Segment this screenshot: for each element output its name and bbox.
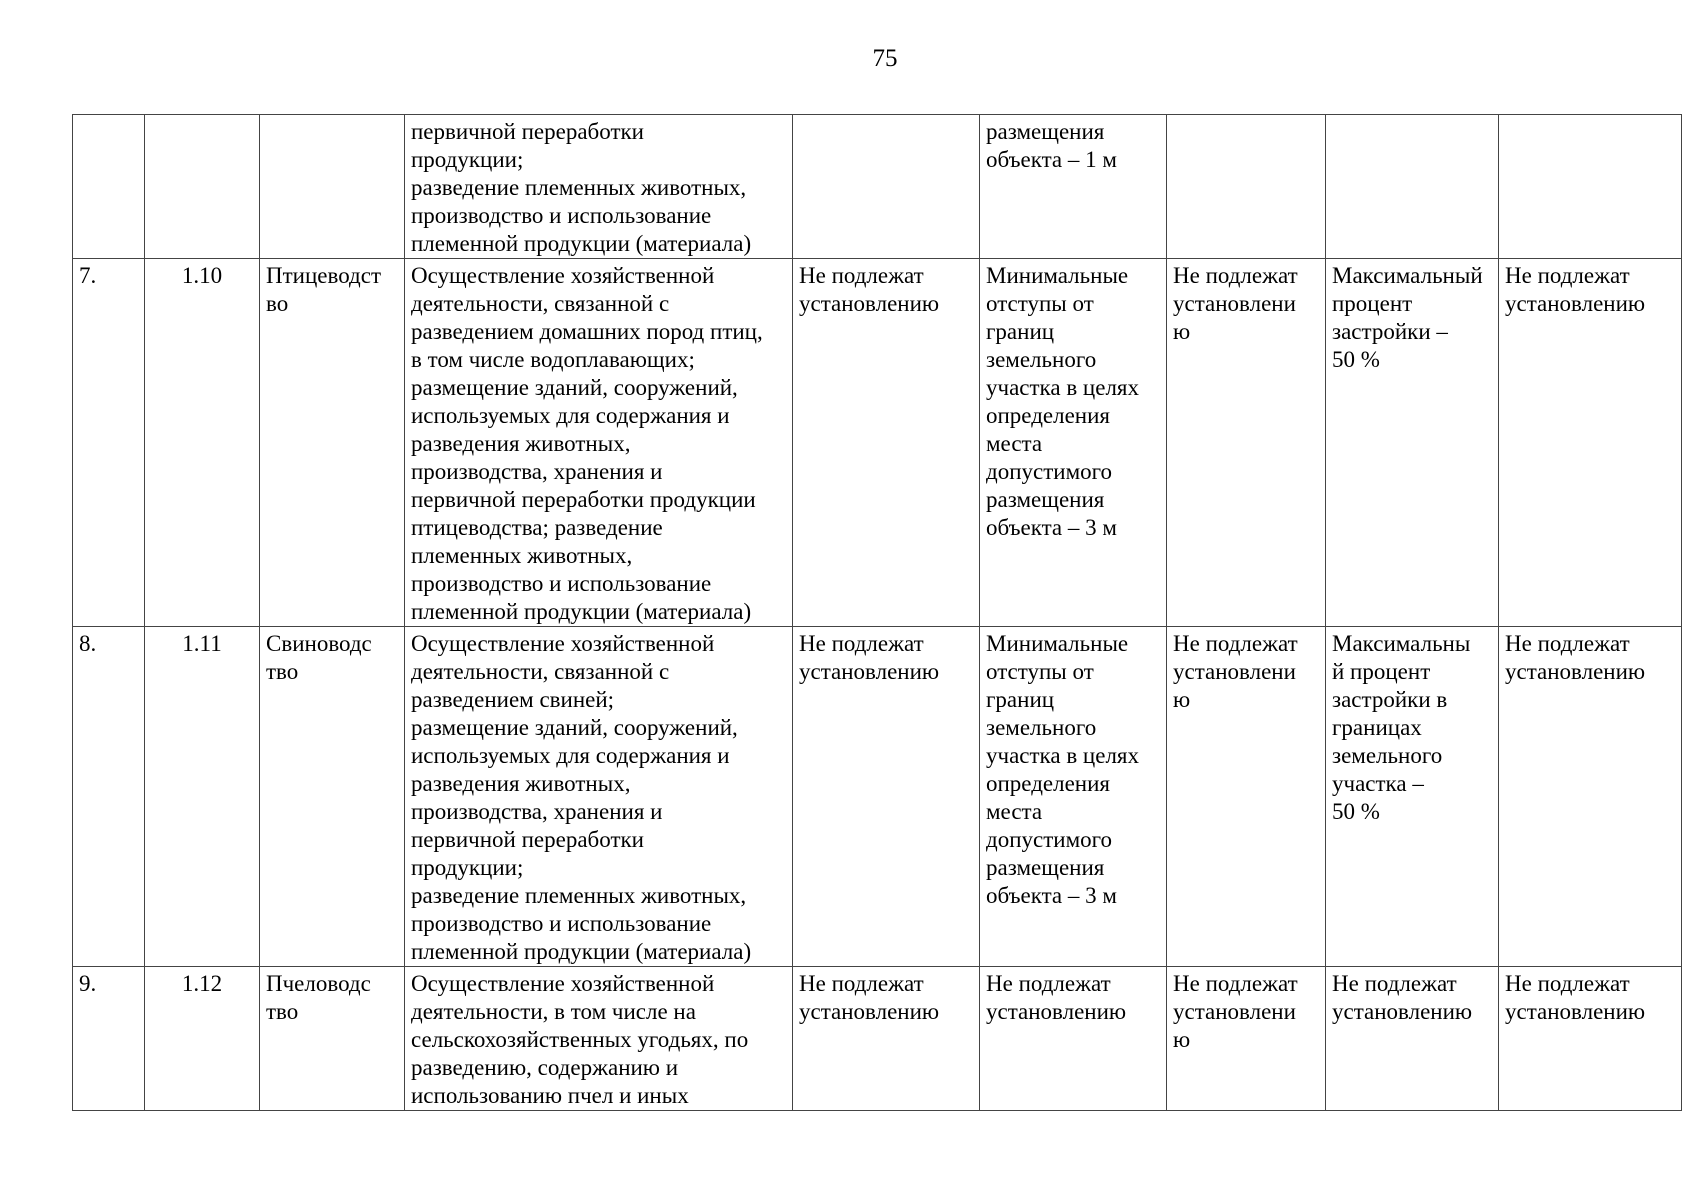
parameter-cell: Не подлежат установлени ю bbox=[1167, 627, 1326, 967]
setback-cell: Не подлежат установлению bbox=[980, 967, 1167, 1111]
use-code-cell bbox=[145, 115, 260, 259]
parameter-cell bbox=[1499, 115, 1682, 259]
use-code-cell: 1.11 bbox=[145, 627, 260, 967]
parameter-cell: Не подлежат установлению bbox=[1499, 967, 1682, 1111]
use-name-cell: Пчеловодс тво bbox=[260, 967, 405, 1111]
parameter-cell: Не подлежат установлению bbox=[1499, 627, 1682, 967]
use-description-cell: первичной переработки продукции; разведение племенных животных, производство и использование племенной продукции (материала) bbox=[405, 115, 793, 259]
row-number-cell: 9. bbox=[73, 967, 145, 1111]
parameter-cell: Не подлежат установлени ю bbox=[1167, 967, 1326, 1111]
row-number-cell: 7. bbox=[73, 259, 145, 627]
setback-cell: Минимальные отступы от границ земельного участка в целях определения места допустимого размещения объекта – 3 м bbox=[980, 259, 1167, 627]
setback-cell: размещения объекта – 1 м bbox=[980, 115, 1167, 259]
use-code-cell: 1.10 bbox=[145, 259, 260, 627]
table-row bbox=[73, 259, 1682, 627]
parameter-cell: Не подлежат установлению bbox=[793, 259, 980, 627]
table-row bbox=[73, 967, 1682, 1111]
use-name-cell: Свиноводс тво bbox=[260, 627, 405, 967]
use-name-cell bbox=[260, 115, 405, 259]
use-code-cell: 1.12 bbox=[145, 967, 260, 1111]
table-row bbox=[73, 627, 1682, 967]
use-description-cell: Осуществление хозяйственной деятельности, связанной с разведением домашних пород птиц, в том числе водоплавающих; размещение зданий, сооружений, используемых для содержания и разведения животных, производства, хранения и первичной переработки продукции птицеводства; разведение племенных животных, производство и использование племенной продукции (материала) bbox=[405, 259, 793, 627]
page-number: 75 bbox=[872, 45, 898, 72]
parameter-cell: Не подлежат установлению bbox=[1499, 259, 1682, 627]
setback-cell: Минимальные отступы от границ земельного участка в целях определения места допустимого размещения объекта – 3 м bbox=[980, 627, 1167, 967]
parameter-cell: Не подлежат установлению bbox=[793, 967, 980, 1111]
row-number-cell bbox=[73, 115, 145, 259]
row-number-cell: 8. bbox=[73, 627, 145, 967]
use-description-cell: Осуществление хозяйственной деятельности, в том числе на сельскохозяйственных угодьях, по разведению, содержанию и использованию пчел и иных bbox=[405, 967, 793, 1111]
parameter-cell: Не подлежат установлени ю bbox=[1167, 259, 1326, 627]
building-coverage-cell: Максимальный процент застройки – 50 % bbox=[1326, 259, 1499, 627]
zoning-regulations-table bbox=[72, 114, 1682, 1111]
parameter-cell bbox=[1167, 115, 1326, 259]
building-coverage-cell: Не подлежат установлению bbox=[1326, 967, 1499, 1111]
parameter-cell: Не подлежат установлению bbox=[793, 627, 980, 967]
table-row bbox=[73, 115, 1682, 259]
building-coverage-cell bbox=[1326, 115, 1499, 259]
use-name-cell: Птицеводст во bbox=[260, 259, 405, 627]
parameter-cell bbox=[793, 115, 980, 259]
use-description-cell: Осуществление хозяйственной деятельности, связанной с разведением свиней; размещение зданий, сооружений, используемых для содержания и разведения животных, производства, хранения и первичной переработки продукции; разведение племенных животных, производство и использование племенной продукции (материала) bbox=[405, 627, 793, 967]
building-coverage-cell: Максимальны й процент застройки в границах земельного участка – 50 % bbox=[1326, 627, 1499, 967]
